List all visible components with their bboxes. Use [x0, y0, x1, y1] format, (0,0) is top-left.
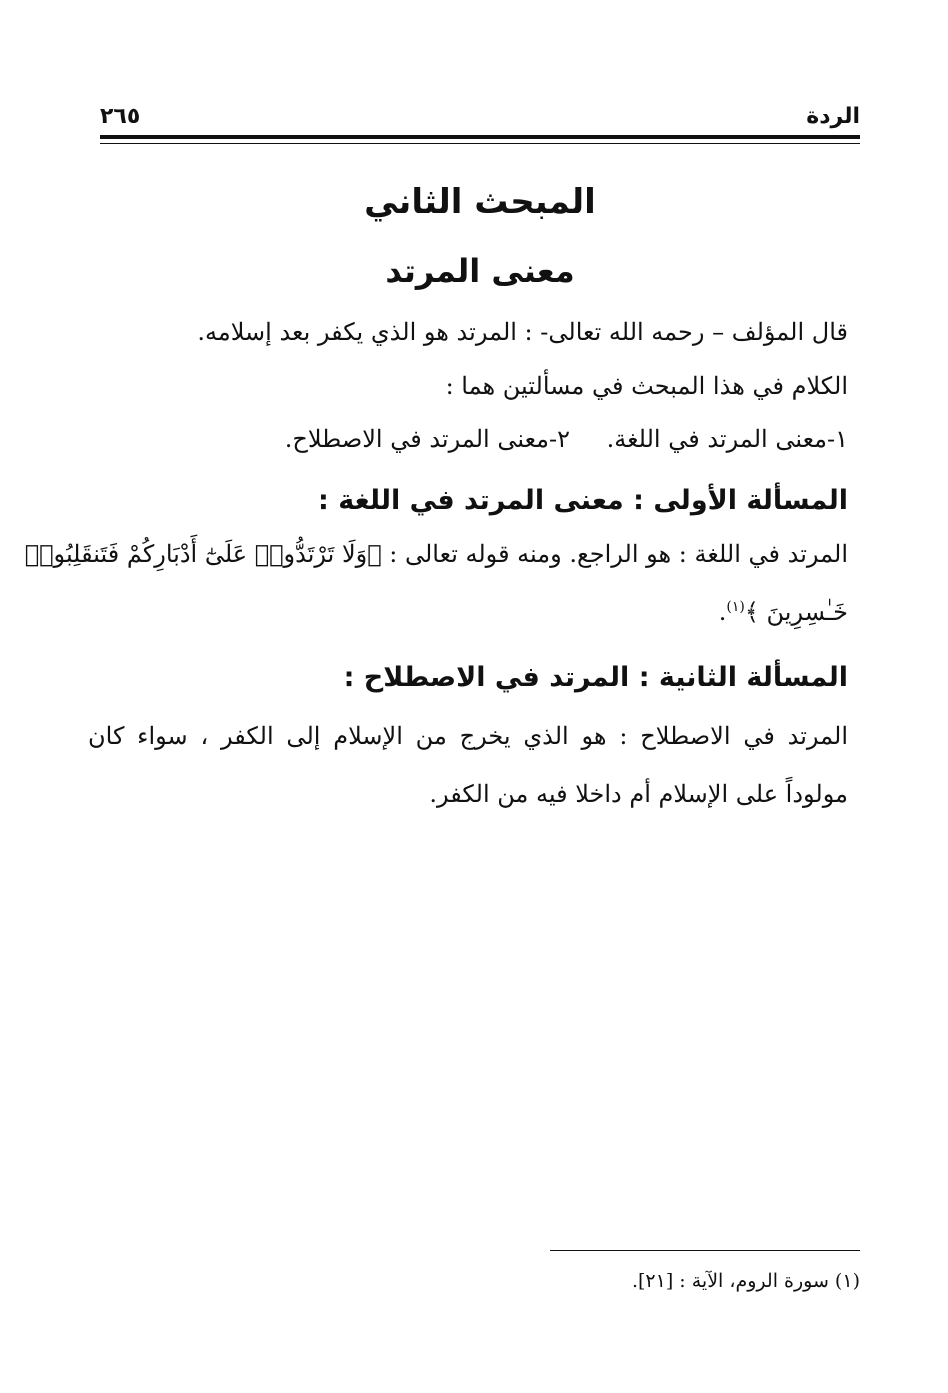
section-subheading: معنى المرتد — [385, 252, 575, 290]
issue-one-paragraph-line — [24, 540, 848, 568]
header-rule-thick — [100, 135, 860, 139]
issue-two-paragraph-line: المرتد في الاصطلاح : هو الذي يخرج من الإسلام إلى الكفر ، سواء كان — [88, 722, 848, 750]
section-heading: المبحث الثاني — [364, 182, 596, 222]
issue-two-paragraph-line: مولوداً على الإسلام أم داخلا فيه من الكفر. — [429, 780, 848, 808]
author-quote: قال المؤلف – رحمه الله تعالى- : المرتد هو الذي يكفر بعد إسلامه. — [197, 318, 848, 346]
list-item: ٢-معنى المرتد في الاصطلاح. — [284, 425, 570, 453]
chapter-title: الردة — [806, 104, 860, 129]
sentence-end: . — [718, 598, 727, 626]
issues-list — [88, 425, 848, 461]
quran-verse-end: خَـٰسِرِينَ ﴾ — [744, 598, 848, 626]
list-item: ١-معنى المرتد في اللغة. — [606, 425, 848, 453]
footnote-separator — [550, 1250, 860, 1251]
page-number: ٢٦٥ — [100, 104, 141, 129]
definition-text: المرتد في اللغة : هو الراجع. ومنه قوله تعالى : — [389, 540, 848, 568]
issue-one-title: المسألة الأولى : معنى المرتد في اللغة : — [318, 485, 848, 516]
issue-two-title: المسألة الثانية : المرتد في الاصطلاح : — [343, 662, 848, 693]
footnote-reference[interactable]: (١) — [726, 599, 745, 615]
issue-one-paragraph-line — [719, 598, 848, 626]
intro-text: الكلام في هذا المبحث في مسألتين هما : — [445, 372, 848, 400]
footnote: (١) سورة الروم، الآية : [٢١]. — [631, 1270, 860, 1292]
running-header — [100, 104, 860, 134]
quran-verse: ﴿وَلَا تَرْتَدُّوا۟ عَلَىٰٓ أَدْبَارِكُمْ فَتَنقَلِبُوا۟ — [24, 540, 382, 568]
header-rule-thin — [100, 143, 860, 144]
